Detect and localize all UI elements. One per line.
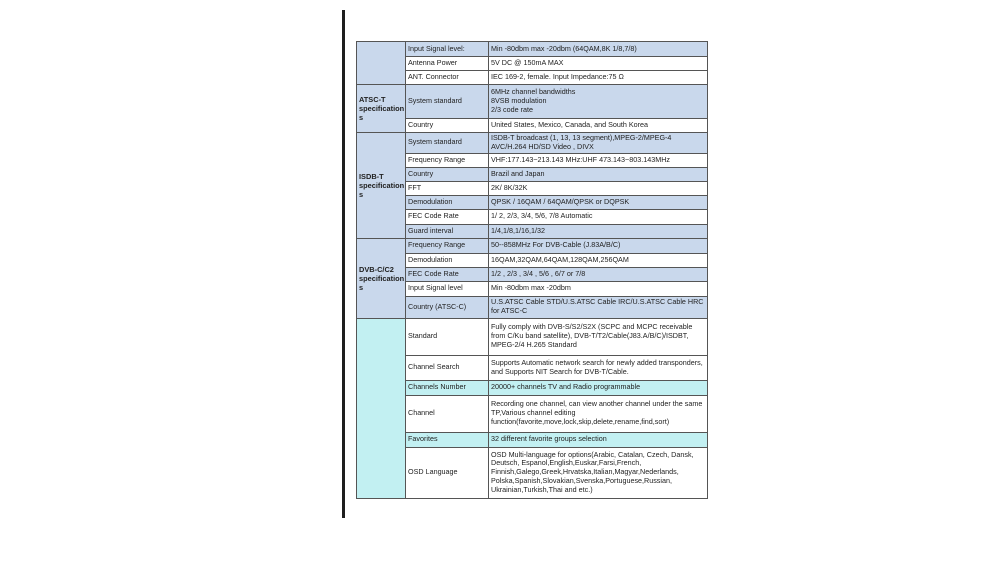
spec-value: 6MHz channel bandwidths 8VSB modulation 2/3 code rate [489, 85, 708, 119]
table-row [357, 355, 708, 380]
spec-label: Channel Search [406, 355, 489, 380]
spec-value: Fully comply with DVB-S/S2/S2X (SCPC and MCPC receivable from C/Ku band satellite), DVB-T/T2/Cable(J83.A/B/C)/ISDBT, MPEG-2/4 H.265 Standard [489, 318, 708, 355]
table-row [357, 181, 708, 195]
spec-label: FEC Code Rate [406, 267, 489, 281]
table-row [357, 209, 708, 224]
table-row [357, 253, 708, 267]
spec-label: FFT [406, 181, 489, 195]
spec-value: OSD Multi-language for options(Arabic, Catalan, Czech, Dansk, Deutsch, Espanol,English,Euskar,Farsi,French, Finnish,Galego,Greek,Hrvatska,Italian,Magyar,Nederlands, Polska,Spanish,Slovakian,Svenska,Portuguese,Russian, Ukrainian,Turkish,Thai and etc.) [489, 447, 708, 498]
table-row [357, 395, 708, 432]
spec-table [356, 41, 708, 499]
spec-label: Frequency Range [406, 238, 489, 253]
table-row [357, 119, 708, 133]
spec-value: IEC 169-2, female. Input Impedance:75 Ω [489, 71, 708, 85]
spec-label: Demodulation [406, 253, 489, 267]
spec-value: 1/2 , 2/3 , 3/4 , 5/6 , 6/7 or 7/8 [489, 267, 708, 281]
spec-label: Country [406, 119, 489, 133]
spec-label: Input Signal level: [406, 42, 489, 57]
table-row [357, 133, 708, 154]
spec-label: Antenna Power [406, 57, 489, 71]
spec-value: Supports Automatic network search for newly added transponders, and Supports NIT Search for DVB-T/Cable. [489, 355, 708, 380]
spec-label: System standard [406, 133, 489, 154]
spec-label: OSD Language [406, 447, 489, 498]
spec-value: Recording one channel, can view another channel under the same TP,Various channel editing function(favorite,move,lock,skip,delete,rename,find,sort) [489, 395, 708, 432]
spec-value: 32 different favorite groups selection [489, 432, 708, 447]
spec-value: United States, Mexico, Canada, and South Korea [489, 119, 708, 133]
spec-label: Country (ATSC-C) [406, 296, 489, 318]
spec-label: Input Signal level [406, 281, 489, 296]
table-row [357, 85, 708, 119]
spec-label: Frequency Range [406, 153, 489, 167]
table-row [357, 281, 708, 296]
spec-label: Channels Number [406, 380, 489, 395]
section-title: ATSC-T specification s [357, 85, 406, 133]
table-row [357, 238, 708, 253]
spec-value: 1/ 2, 2/3, 3/4, 5/6, 7/8 Automatic [489, 209, 708, 224]
spec-value: 16QAM,32QAM,64QAM,128QAM,256QAM [489, 253, 708, 267]
table-row [357, 318, 708, 355]
spec-label: Demodulation [406, 195, 489, 209]
table-row [357, 42, 708, 57]
spec-label: Favorites [406, 432, 489, 447]
spec-value: Brazil and Japan [489, 167, 708, 181]
spec-label: ANT. Connector [406, 71, 489, 85]
spec-label: FEC Code Rate [406, 209, 489, 224]
spec-document [356, 41, 707, 499]
spec-value: QPSK / 16QAM / 64QAM/QPSK or DQPSK [489, 195, 708, 209]
section-title: ISDB-T specification s [357, 133, 406, 239]
table-row [357, 447, 708, 498]
spec-value: VHF:177.143~213.143 MHz:UHF 473.143~803.143MHz [489, 153, 708, 167]
spec-value: 2K/ 8K/32K [489, 181, 708, 195]
table-row [357, 153, 708, 167]
table-row [357, 224, 708, 238]
spec-value: U.S.ATSC Cable STD/U.S.ATSC Cable IRC/U.S.ATSC Cable HRC for ATSC-C [489, 296, 708, 318]
spec-value: 50--858MHz For DVB-Cable (J.83A/B/C) [489, 238, 708, 253]
spec-label: Guard interval [406, 224, 489, 238]
spec-value: ISDB-T broadcast (1, 13, 13 segment),MPEG-2/MPEG-4 AVC/H.264 HD/SD Video , DIVX [489, 133, 708, 154]
spec-label: Standard [406, 318, 489, 355]
table-row [357, 267, 708, 281]
spec-label: Country [406, 167, 489, 181]
table-row [357, 195, 708, 209]
section-title [357, 318, 406, 498]
table-row [357, 71, 708, 85]
spec-label: System standard [406, 85, 489, 119]
spec-value: Min -80dbm max -20dbm [489, 281, 708, 296]
left-vertical-rule [342, 10, 345, 518]
spec-value: 20000+ channels TV and Radio programmable [489, 380, 708, 395]
table-row [357, 380, 708, 395]
spec-label: Channel [406, 395, 489, 432]
section-cell-top [357, 42, 406, 85]
table-row [357, 57, 708, 71]
spec-value: 5V DC @ 150mA MAX [489, 57, 708, 71]
table-row [357, 167, 708, 181]
spec-value: Min -80dbm max -20dbm (64QAM,8K 1/8,7/8) [489, 42, 708, 57]
table-row [357, 432, 708, 447]
table-row [357, 296, 708, 318]
spec-value: 1/4,1/8,1/16,1/32 [489, 224, 708, 238]
section-title: DVB-C/C2 specification s [357, 238, 406, 318]
